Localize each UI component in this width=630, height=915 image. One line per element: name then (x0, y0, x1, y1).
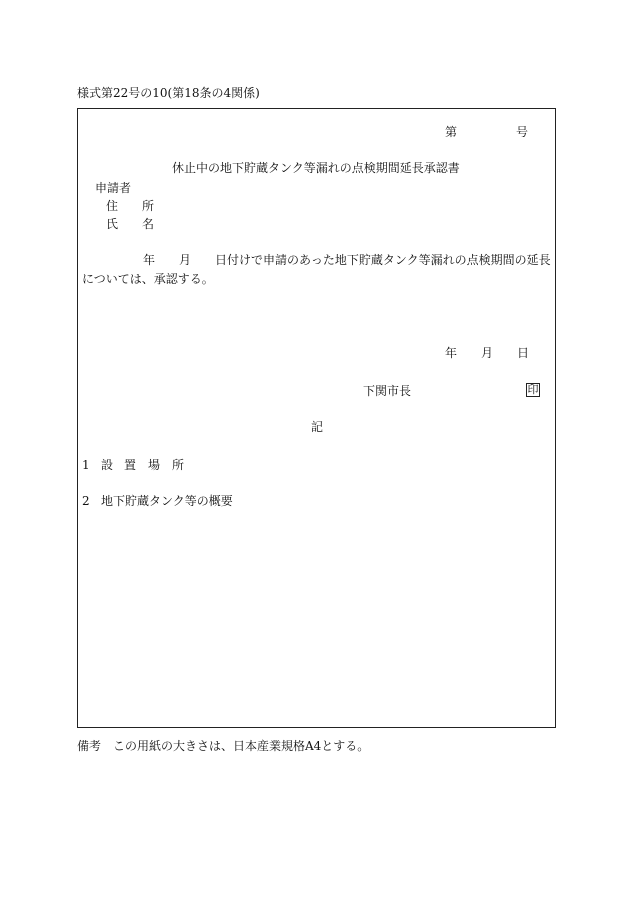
date-year: 年 (445, 346, 458, 360)
date-day: 日 (517, 346, 530, 360)
item-1-char-1: 設 (101, 458, 114, 472)
form-label: 様式第22号の10(第18条の4関係) (77, 86, 260, 100)
name-label-1: 氏 (106, 217, 119, 231)
item-2-label: 地下貯蔵タンク等の概要 (101, 494, 233, 508)
body-month: 月 (179, 253, 192, 267)
issuer-name: 下関市長 (363, 384, 412, 398)
date-month: 月 (481, 346, 494, 360)
address-label-1: 住 (106, 199, 119, 213)
applicant-heading: 申請者 (95, 181, 132, 195)
item-1-char-3: 場 (148, 458, 161, 472)
item-1-char-2: 置 (124, 458, 137, 472)
body-text-line1: 日付けで申請のあった地下貯蔵タンク等漏れの点検期間の延長 (215, 253, 551, 267)
number-dai: 第 (445, 125, 458, 139)
body-year: 年 (143, 253, 156, 267)
address-label-2: 所 (142, 199, 155, 213)
item-1-char-4: 所 (172, 458, 185, 472)
ki-heading: 記 (311, 420, 324, 434)
item-2-number: 2 (82, 494, 90, 508)
document-title: 休止中の地下貯蔵タンク等漏れの点検期間延長承認書 (172, 161, 460, 175)
name-label-2: 名 (142, 217, 155, 231)
remarks-note: 備考 この用紙の大きさは、日本産業規格A4とする。 (77, 739, 370, 753)
item-1-number: 1 (82, 458, 90, 472)
number-go: 号 (516, 125, 529, 139)
body-text-line2: については、承認する。 (82, 272, 214, 286)
seal-mark: 印 (527, 383, 539, 396)
